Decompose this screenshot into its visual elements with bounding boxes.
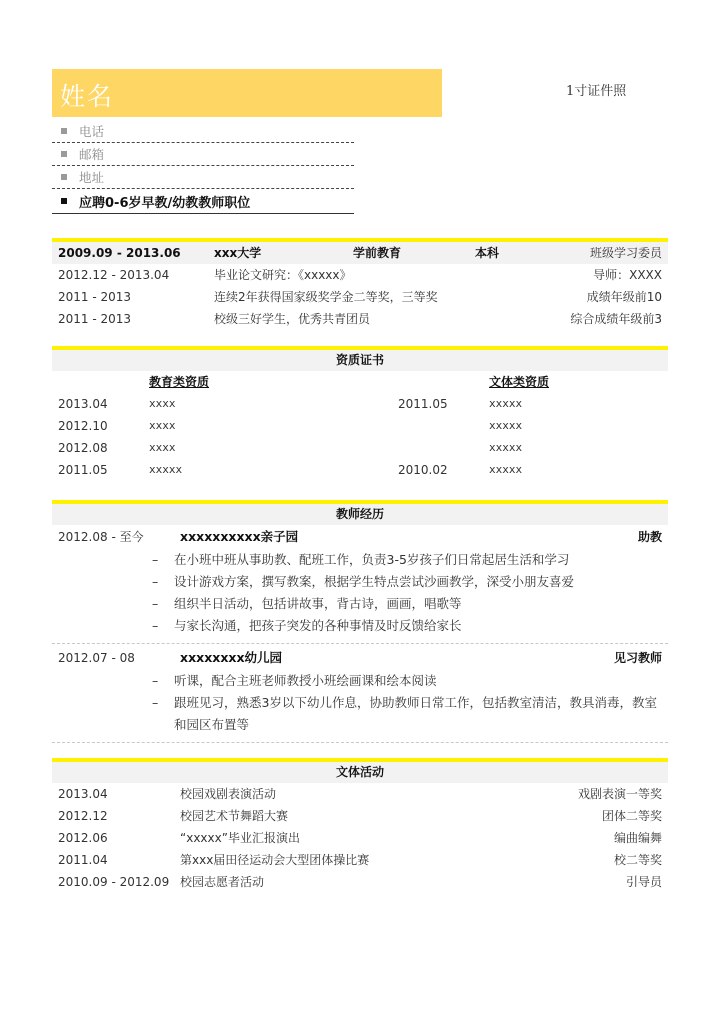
edu-school: xxx大学	[214, 246, 262, 260]
education-section	[52, 238, 668, 330]
cert-right-heading: 文体类资质	[489, 375, 550, 389]
cert-left-name: xxxx	[149, 441, 176, 454]
section-title: 教师经历	[52, 504, 668, 525]
contact-email	[52, 143, 354, 166]
exp-bullet	[52, 615, 668, 637]
exp-bullet-text: 在小班中班从事助教、配班工作，负责3-5岁孩子们日常起居生活和学习	[174, 552, 570, 567]
exp-role: 助教	[637, 530, 662, 544]
activities-section	[52, 758, 668, 893]
cert-right-name: xxxxx	[489, 419, 523, 432]
exp-bullet-text: 组织半日活动，包括讲故事，背古诗，画画，唱歌等	[174, 596, 462, 611]
square-bullet-icon	[61, 174, 67, 180]
contact-label: 地址	[79, 170, 105, 185]
candidate-name: 姓名	[60, 82, 115, 111]
dash-icon: –	[152, 618, 159, 633]
certificates-section	[52, 346, 668, 481]
edu-item-period: 2011 - 2013	[58, 290, 132, 304]
cert-headings	[52, 371, 668, 393]
contact-label: 电话	[79, 124, 105, 139]
dash-icon: –	[152, 574, 159, 589]
experience-item	[52, 644, 668, 743]
dash-icon: –	[152, 673, 159, 688]
edu-item-period: 2011 - 2013	[58, 312, 132, 326]
edu-major: 学前教育	[353, 246, 402, 260]
edu-item-note: 综合成绩年级前3	[570, 312, 662, 326]
experience-title-row	[52, 525, 668, 549]
edu-item-desc: 连续2年获得国家级奖学金二等奖，三等奖	[214, 290, 438, 304]
activity-row	[52, 849, 668, 871]
activity-date: 2011.04	[58, 853, 108, 867]
activity-date: 2012.06	[58, 831, 108, 845]
education-item	[52, 264, 668, 286]
exp-bullet	[52, 593, 668, 615]
square-bullet-icon	[61, 151, 67, 157]
activity-name: 校园戏剧表演活动	[180, 787, 277, 801]
dash-icon: –	[152, 596, 159, 611]
activity-award: 校二等奖	[613, 853, 662, 867]
exp-role: 见习教师	[613, 651, 662, 665]
edu-degree: 本科	[475, 246, 500, 260]
exp-period: 2012.07 - 08	[58, 651, 135, 665]
cert-left-date: 2012.08	[58, 441, 108, 455]
cert-left-date: 2012.10	[58, 419, 108, 433]
cert-row	[52, 415, 668, 437]
edu-period: 2009.09 - 2013.06	[58, 246, 181, 260]
cert-row	[52, 459, 668, 481]
activity-row	[52, 827, 668, 849]
activity-date: 2012.12	[58, 809, 108, 823]
activity-date: 2010.09 - 2012.09	[58, 875, 170, 889]
activity-row	[52, 783, 668, 805]
cert-row	[52, 393, 668, 415]
edu-item-note: 导师：XXXX	[593, 268, 662, 282]
exp-bullet	[52, 549, 668, 571]
dash-icon: –	[152, 552, 159, 567]
activity-award: 引导员	[625, 875, 662, 889]
activity-date: 2013.04	[58, 787, 108, 801]
education-main-row	[52, 242, 668, 264]
cert-right-name: xxxxx	[489, 397, 523, 410]
cert-row	[52, 437, 668, 459]
activity-name: 第xxx届田径运动会大型团体操比赛	[180, 853, 370, 867]
contact-address	[52, 166, 354, 189]
education-item	[52, 308, 668, 330]
cert-left-heading: 教育类资质	[149, 375, 210, 389]
square-bullet-icon	[61, 198, 67, 204]
edu-item-desc: 校级三好学生，优秀共青团员	[214, 312, 371, 326]
activity-award: 编曲编舞	[613, 831, 662, 845]
activity-row	[52, 871, 668, 893]
dash-icon: –	[152, 695, 159, 710]
exp-org: xxxxxxxx幼儿园	[180, 650, 283, 665]
name-banner	[52, 69, 442, 117]
cert-right-name: xxxxx	[489, 463, 523, 476]
exp-bullet	[52, 692, 668, 736]
section-title: 文体活动	[52, 762, 668, 783]
exp-period: 2012.08 - 至今	[58, 530, 144, 544]
contact-phone	[52, 120, 354, 143]
edu-item-note: 成绩年级前10	[586, 290, 662, 304]
activity-award: 戏剧表演一等奖	[577, 787, 662, 801]
activity-name: 校园艺术节舞蹈大赛	[180, 809, 289, 823]
square-bullet-icon	[61, 128, 67, 134]
edu-item-period: 2012.12 - 2013.04	[58, 268, 170, 282]
job-target	[52, 189, 354, 214]
activity-row	[52, 805, 668, 827]
cert-right-name: xxxxx	[489, 441, 523, 454]
cert-right-date: 2011.05	[398, 397, 448, 411]
activity-name: 校园志愿者活动	[180, 875, 265, 889]
cert-left-date: 2011.05	[58, 463, 108, 477]
exp-org: xxxxxxxxxx亲子园	[180, 529, 299, 544]
cert-right-date: 2010.02	[398, 463, 448, 477]
job-target-text: 应聘0-6岁早教/幼教教师职位	[79, 195, 251, 211]
exp-bullet-text: 听课，配合主班老师教授小班绘画课和绘本阅读	[174, 673, 437, 688]
cert-left-name: xxxxx	[149, 463, 183, 476]
exp-bullet	[52, 670, 668, 692]
exp-bullet-text: 与家长沟通，把孩子突发的各种事情及时反馈给家长	[174, 618, 462, 633]
edu-item-desc: 毕业论文研究：《xxxxx》	[214, 268, 352, 282]
exp-bullet-text: 设计游戏方案，撰写教案，根据学生特点尝试沙画教学，深受小朋友喜爱	[174, 574, 575, 589]
contact-label: 邮箱	[79, 147, 105, 162]
cert-left-name: xxxx	[149, 419, 176, 432]
photo-placeholder: 1寸证件照	[566, 84, 627, 99]
cert-left-name: xxxx	[149, 397, 176, 410]
cert-left-date: 2013.04	[58, 397, 108, 411]
education-item	[52, 286, 668, 308]
exp-bullet-text: 跟班见习，熟悉3岁以下幼儿作息，协助教师日常工作，包括教室清洁，教具消毒，教室和园区布置等	[174, 695, 657, 732]
edu-role: 班级学习委员	[589, 246, 662, 260]
experience-title-row	[52, 646, 668, 670]
contact-list	[52, 120, 354, 214]
experience-section	[52, 500, 668, 743]
experience-item	[52, 525, 668, 644]
section-title: 资质证书	[52, 350, 668, 371]
activity-award: 团体二等奖	[601, 809, 662, 823]
activity-name: “xxxxx”毕业汇报演出	[180, 831, 300, 845]
exp-bullet	[52, 571, 668, 593]
